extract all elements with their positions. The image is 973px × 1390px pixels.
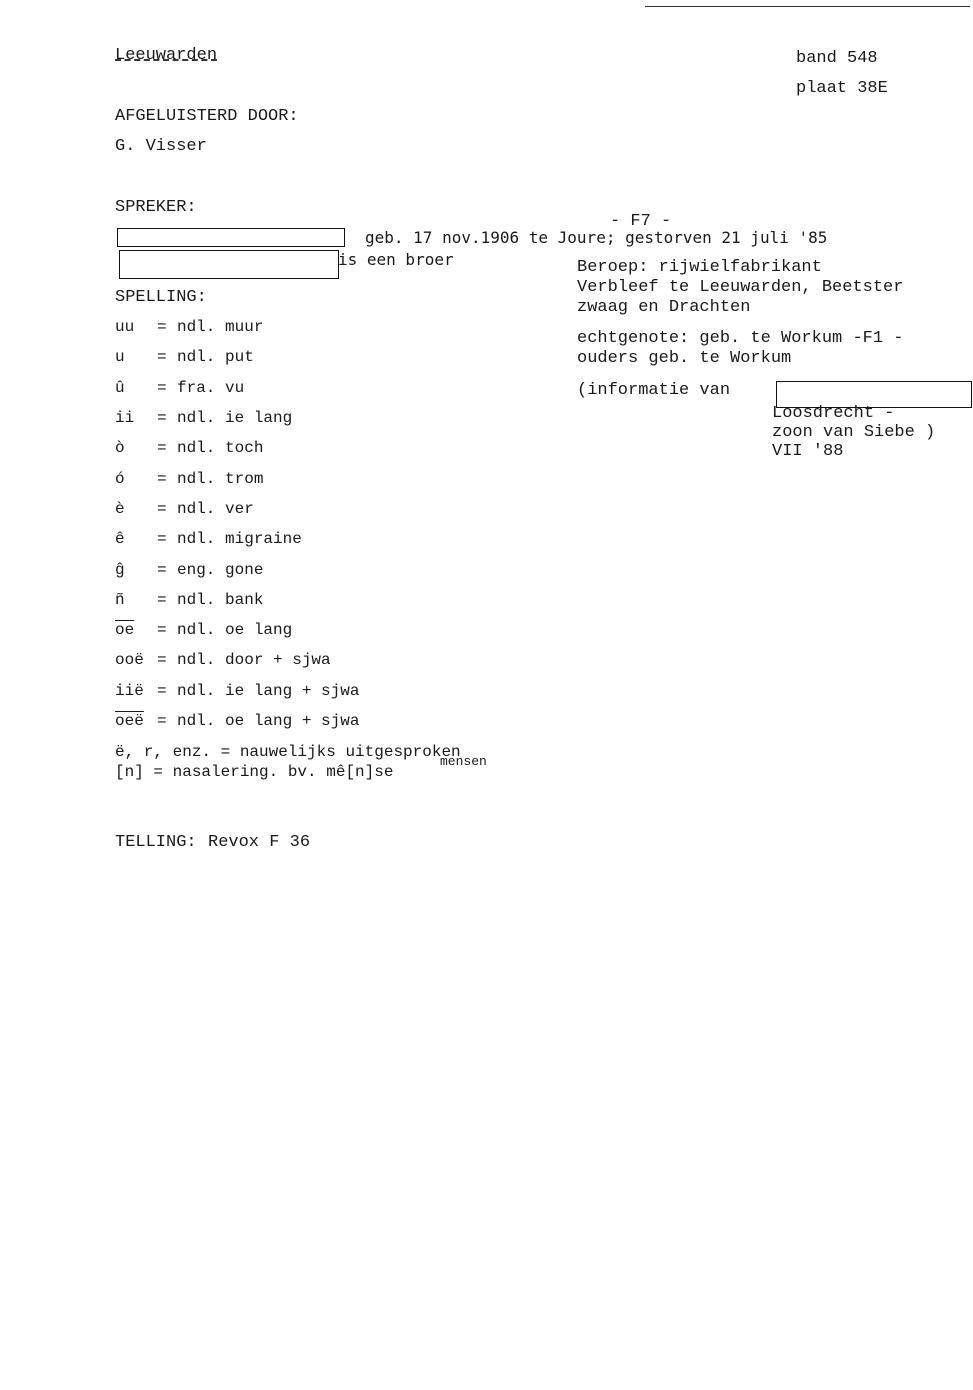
spelling-row <box>115 409 515 433</box>
spelling-symbol: û <box>115 379 125 397</box>
speaker-birth: geb. 17 nov.1906 te Joure; gestorven 21 juli '85 <box>365 228 828 247</box>
spelling-row <box>115 379 515 403</box>
equals-sign: = <box>157 500 167 518</box>
equals-sign: = <box>157 379 167 397</box>
spelling-reference: ndl. put <box>177 348 254 366</box>
spelling-symbol: ó <box>115 470 125 488</box>
spelling-reference: ndl. ver <box>177 500 254 518</box>
speaker-code: - F7 - <box>610 212 672 231</box>
equals-sign: = <box>157 561 167 579</box>
spelling-row <box>115 561 515 585</box>
band-number: band 548 <box>796 49 878 68</box>
spelling-reference: fra. vu <box>177 379 245 397</box>
spelling-reference: ndl. oe lang + sjwa <box>177 712 360 730</box>
spelling-note-superscript: mensen <box>440 754 487 769</box>
plaat-number: plaat 38E <box>796 79 888 98</box>
spelling-reference: ndl. door + sjwa <box>177 651 331 669</box>
spelling-symbol: ooë <box>115 651 144 669</box>
equals-sign: = <box>157 530 167 548</box>
spelling-symbol: ê <box>115 530 125 548</box>
speaker-residence-1: Verbleef te Leeuwarden, Beetster <box>577 278 904 297</box>
spelling-reference: eng. gone <box>177 561 264 579</box>
telling-label: TELLING: <box>115 833 197 852</box>
info-place: Loosdrecht - <box>772 404 895 423</box>
speaker-occupation: Beroep: rijwielfabrikant <box>577 258 822 277</box>
equals-sign: = <box>157 591 167 609</box>
speaker-residence-2: zwaag en Drachten <box>577 298 751 317</box>
spelling-note-nasal: [n] = nasalering. bv. mê[n]se <box>115 763 394 781</box>
spelling-reference: ndl. oe lang <box>177 621 293 639</box>
equals-sign: = <box>157 318 167 336</box>
spelling-row <box>115 530 515 554</box>
spelling-symbol: ò <box>115 439 125 457</box>
spelling-symbol: ii <box>115 409 135 427</box>
spelling-note-reduced: ë, r, enz. = nauwelijks uitgesproken <box>115 743 461 761</box>
spelling-reference: ndl. toch <box>177 439 264 457</box>
equals-sign: = <box>157 712 167 730</box>
spelling-row <box>115 682 515 706</box>
spelling-row <box>115 470 515 494</box>
equals-sign: = <box>157 682 167 700</box>
equals-sign: = <box>157 651 167 669</box>
info-son: zoon van Siebe ) <box>772 423 936 442</box>
spelling-symbol: u <box>115 348 125 366</box>
spelling-symbol: $\overline{oe}$ <box>115 621 135 639</box>
top-rule <box>645 6 970 7</box>
spelling-reference: ndl. muur <box>177 318 264 336</box>
equals-sign: = <box>157 409 167 427</box>
spelling-label: SPELLING: <box>115 288 207 307</box>
spelling-row <box>115 621 515 645</box>
telling-value: Revox F 36 <box>208 833 311 852</box>
equals-sign: = <box>157 470 167 488</box>
spelling-reference: ndl. trom <box>177 470 264 488</box>
spelling-row <box>115 591 515 615</box>
listener-name: G. Visser <box>115 137 207 156</box>
redacted-name-box <box>117 228 345 247</box>
info-prefix: (informatie van <box>577 381 731 400</box>
listened-label: AFGELUISTERD DOOR: <box>115 107 299 126</box>
speaker-brother: is een broer <box>338 250 454 269</box>
spelling-reference: ndl. bank <box>177 591 264 609</box>
spelling-symbol: ĝ <box>115 561 125 579</box>
speaker-parents: ouders geb. te Workum <box>577 349 792 368</box>
spelling-symbol: è <box>115 500 125 518</box>
spelling-symbol: $\overline{oeë}$ <box>115 712 144 730</box>
speaker-label: SPREKER: <box>115 198 197 217</box>
spelling-reference: ndl. migraine <box>177 530 302 548</box>
equals-sign: = <box>157 348 167 366</box>
equals-sign: = <box>157 439 167 457</box>
spelling-row <box>115 712 515 736</box>
spelling-row <box>115 348 515 372</box>
redacted-brother-box <box>119 250 339 279</box>
spelling-symbol: ñ <box>115 591 125 609</box>
info-date: VII '88 <box>772 442 844 461</box>
spelling-row <box>115 318 515 342</box>
equals-sign: = <box>157 621 167 639</box>
spelling-reference: ndl. ie lang <box>177 409 293 427</box>
place-name: Leeuwarden <box>115 46 218 65</box>
spelling-reference: ndl. ie lang + sjwa <box>177 682 360 700</box>
spelling-symbol: iië <box>115 682 144 700</box>
speaker-spouse: echtgenote: geb. te Workum -F1 - <box>577 329 904 348</box>
spelling-row <box>115 651 515 675</box>
spelling-row <box>115 439 515 463</box>
spelling-symbol: uu <box>115 318 135 336</box>
spelling-row <box>115 500 515 524</box>
